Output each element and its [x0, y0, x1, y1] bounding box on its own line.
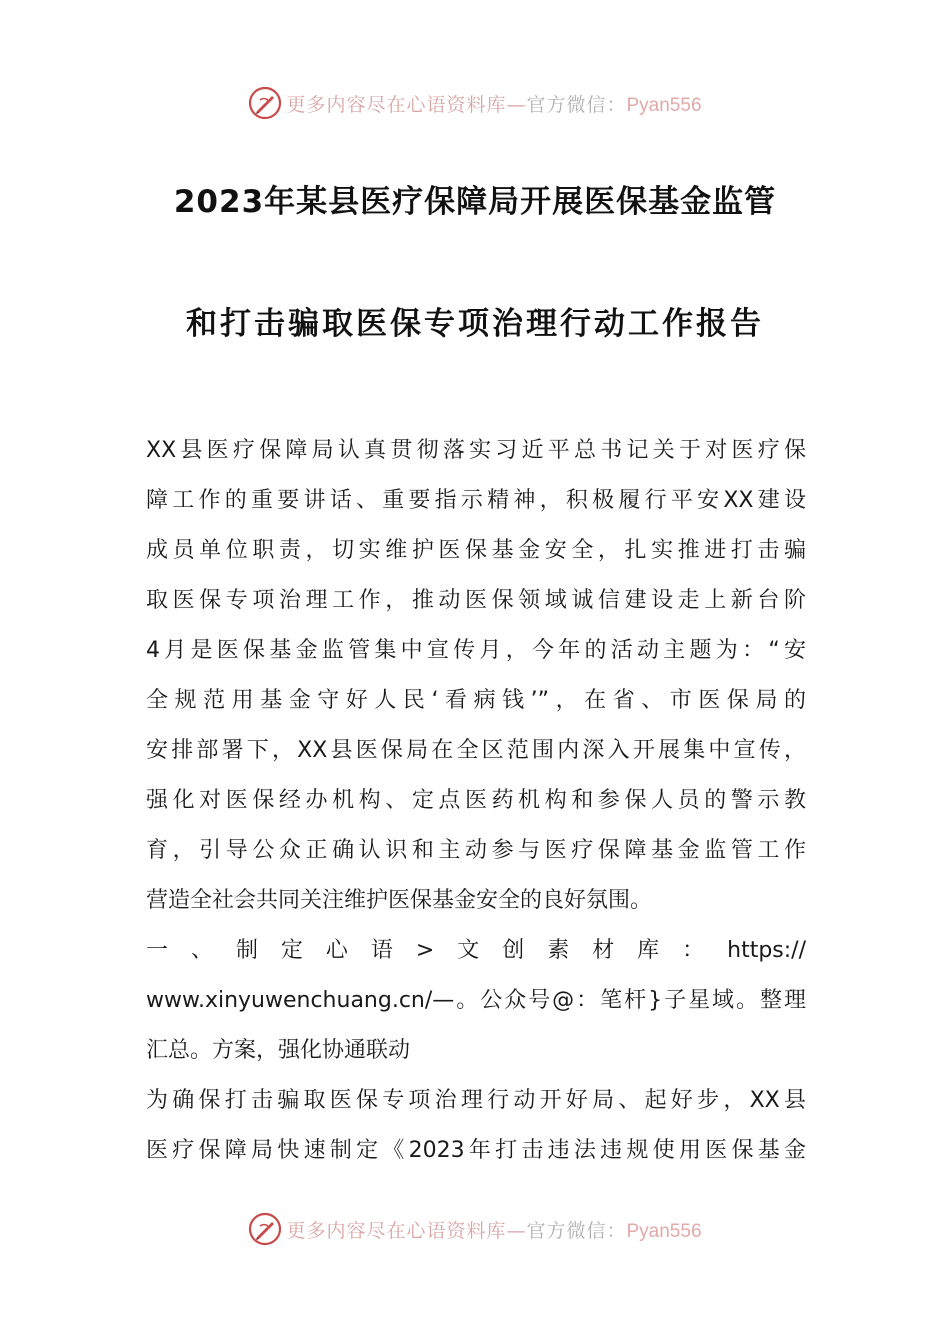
document-body — [146, 426, 806, 1176]
watermark-dash: — — [506, 1219, 527, 1242]
body-line: 育，引导公众正确认识和主动参与医疗保障基金监管工作 — [146, 838, 806, 863]
watermark-wechat-id: Pyan556 — [626, 1220, 702, 1242]
watermark-banner-bottom — [0, 1209, 950, 1249]
body-line-url: www.xinyuwenchuang.cn/—。公众号@：笔杆}子星域。整理 — [146, 988, 806, 1013]
body-line: 成员单位职责，切实维护医保基金安全，扎实推进打击骗 — [146, 538, 806, 563]
pen-logo-icon — [248, 1212, 282, 1246]
body-line: 安排部署下，XX县医保局在全区范围内深入开展集中宣传， — [146, 738, 806, 763]
body-line: 医疗保障局快速制定《2023年打击违法违规使用医保基金 — [146, 1138, 806, 1163]
body-line: 汇总。方案，强化协通联动 — [146, 1038, 411, 1063]
watermark-text — [286, 1216, 701, 1243]
watermark-wechat-id: Pyan556 — [626, 94, 702, 116]
watermark-text — [286, 90, 701, 117]
watermark-wechat-label: 官方微信： — [526, 1219, 627, 1242]
body-line: 取医保专项治理工作，推动医保领域诚信建设走上新台阶 — [146, 588, 806, 613]
body-line: 全规范用基金守好人民‘看病钱’”，在省、市医保局的 — [146, 688, 806, 713]
body-line: 强化对医保经办机构、定点医药机构和参保人员的警示教 — [146, 788, 806, 813]
pen-logo-icon — [248, 86, 282, 120]
body-line: 4月是医保基金监管集中宣传月，今年的活动主题为：“安 — [146, 638, 806, 663]
body-line: 营造全社会共同关注维护医保基金安全的良好氛围。 — [146, 888, 653, 913]
watermark-wechat-label: 官方微信： — [526, 93, 627, 116]
watermark-banner-top — [0, 83, 950, 123]
body-line: 为确保打击骗取医保专项治理行动开好局、起好步，XX县 — [146, 1088, 806, 1113]
body-line: XX县医疗保障局认真贯彻落实习近平总书记关于对医疗保 — [146, 438, 806, 463]
document-title-line1: 2023年某县医疗保障局开展医保基金监管 — [173, 184, 777, 220]
document-title-line2: 和打击骗取医保专项治理行动工作报告 — [186, 306, 764, 342]
body-line-spaced: 一、制定心语>文创素材库：https:// — [146, 938, 806, 963]
watermark-main: 更多内容尽在心语资料库 — [286, 93, 507, 116]
watermark-dash: — — [506, 93, 527, 116]
watermark-main: 更多内容尽在心语资料库 — [286, 1219, 507, 1242]
body-line: 障工作的重要讲话、重要指示精神，积极履行平安XX建设 — [146, 488, 806, 513]
